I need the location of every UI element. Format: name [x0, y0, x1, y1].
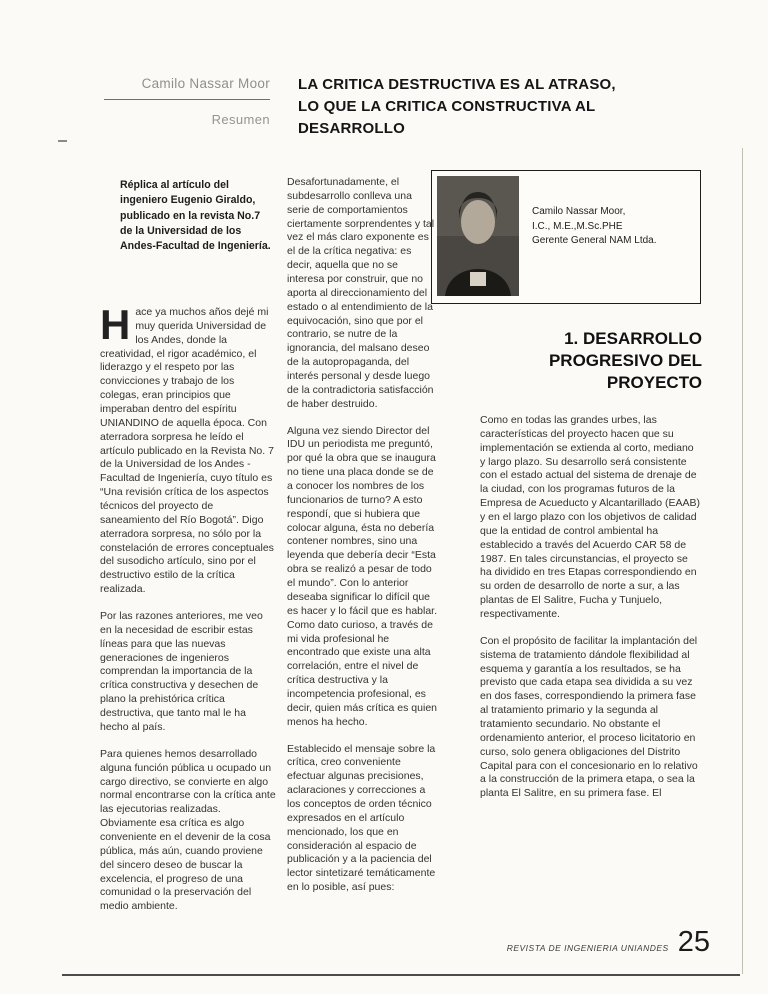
paragraph-text: ace ya muchos años dejé mi muy querida Universidad de los Andes, donde la creatividad, el rigor académico, el liderazgo y el respeto por las convicciones y trabajo de los colegas, eran principios que imperaban dentro del espíritu UNIANDINO de aquella época. Con aterradora sorpresa he leído el artículo publicado en la Revista No. 7 de la Universidad de los Andes - Facultad de Ingeniería, cuyo título es “Una revisión crítica de los aspectos técnicos del proyecto de saneamiento del Río Bogotá”. Digo aterradora sorpresa, no sólo por la constelación de errores conceptuales del susodicho artículo, sino por el destructivo estilo de la crítica realizada.: [100, 306, 274, 596]
article-title: LA CRITICA DESTRUCTIVA ES AL ATRASO, LO QUE LA CRITICA CONSTRUCTIVA AL DESARROLLO: [298, 76, 616, 137]
left-column: [100, 301, 276, 927]
section-label-resumen: Resumen: [211, 112, 270, 127]
scan-artifact-right-edge: [742, 148, 743, 974]
dropcap-letter: H: [100, 301, 131, 348]
paragraph: Desafortunadamente, el subdesarrollo conlleva una serie de comportamientos ciertamente sorprendentes y tal vez el más claro exponente es el de la crítica negativa: es decir, aquella que no se interesa por construir, que no aporta al direccionamiento del estado o al entendimiento de la equivocación, sino que por el contrario, se nutre de la ignorancia, del malsano deseo de la autopropaganda, del interés personal y desde luego de la contradictoria satisfacción de haber destruido.: [287, 176, 435, 410]
scan-artifact-bottom-edge: [62, 974, 740, 976]
author-name: Camilo Nassar Moor: [141, 76, 270, 91]
paragraph: Con el propósito de facilitar la implantación del sistema de tratamiento dándole flexibilidad al esquema y garantía a los resultados, se ha previsto que cada etapa sea dividida a su vez en dos fases, correspondiendo la primera fase al tratamiento primario y la segunda al tratamiento secundario. No obstante el ordenamiento anterior, el proceso licitatorio en curso, solo genera obligaciones del Distrito Capital para con el concesionario en lo relativo a la construcción de la primera etapa, o sea la planta El Salitre, en su primera fase. El: [480, 634, 698, 800]
photo-caption-line: Camilo Nassar Moor,: [532, 206, 626, 217]
photo-caption: [532, 205, 692, 249]
section-heading: 1. DESARROLLO PROGRESIVO DEL PROYECTO: [548, 329, 702, 393]
paragraph: Establecido el mensaje sobre la crítica, creo conveniente efectuar algunas precisiones, aclaraciones y correcciones a los conceptos de orden técnico expresados en el artículo mencionado, los que en consideración al espacio de publicación y a la paciencia del lector sintetizaré temáticamente en lo posible, así pues:: [287, 742, 436, 894]
author-block: [104, 76, 270, 127]
paragraph: [100, 301, 276, 597]
paragraph: Para quienes hemos desarrollado alguna función pública u ocupado un cargo directivo, se convierte en algo normal encontrarse con la crítica ante las ejecutorias realizadas. Obviamente esa crítica es algo conveniente en el devenir de la cosa pública, más aún, cuando proviene del sincero deseo de buscar la excelencia, el progreso de una comunidad o la preservación del medio ambiente.: [100, 747, 276, 913]
middle-column: [287, 176, 437, 908]
photo-caption-line: I.C., M.E.,M.Sc.PHE: [532, 220, 623, 232]
page-footer: [507, 926, 710, 959]
author-photo-card: [431, 170, 701, 304]
portrait-photo: [437, 176, 519, 296]
scan-artifact-dash: [58, 140, 67, 142]
paragraph: Alguna vez siendo Director del IDU un periodista me preguntó, por qué la obra que se inaugura no tiene una placa donde se de a conocer los nombres de los funcionarios de turno? A esto respondí, que si hubiera que colocar alguna, ésta no debería contener nombres, sino una leyenda que debería decir “Esta obra se realizó a pesar de todo el mundo”. Con lo anterior deseaba significar lo difícil que es hacer y lo fácil que es hablar. Como dato curioso, a través de mi vida profesional he encontrado que existe una alta correlación, entre el nivel de crítica destructiva y la incompetencia profesional, es decir, quien más crítica es quien menos ha hecho.: [287, 424, 438, 728]
right-column: [480, 414, 701, 814]
journal-name: REVISTA DE INGENIERIA UNIANDES: [506, 943, 669, 953]
paragraph: Como en todas las grandes urbes, las características del proyecto hacen que su implementación se extienda al corto, mediano y largo plazo. Su desarrollo será consistente con el estado actual del sistema de drenaje de la ciudad, con los programas futuros de la Empresa de Acueducto y Alcantarillado (EAAB) y en el largo plazo con los objetivos de calidad que la entidad de control ambiental ha establecido a través del Acuerdo CAR 58 de 1987. En tales circunstancias, el proyecto se ha dividido en tres Etapas correspondiendo en su orden de desarrollo de norte a sur, a las plantas de El Salitre, Fucha y Tunjuelo, respectivamente.: [480, 414, 701, 621]
photo-caption-line: Gerente General NAM Ltda.: [532, 235, 657, 246]
author-divider: [104, 99, 270, 100]
lead-paragraph: Réplica al artículo del ingeniero Eugenio Giraldo, publicado en la revista No.7 de la Universidad de los Andes-Facultad de Ingeniería.: [120, 179, 271, 253]
paragraph: Por las razones anteriores, me veo en la necesidad de escribir estas líneas para que las nuevas generaciones de ingenieros comprendan la importancia de la crítica constructiva y desechen de plano la prehistórica crítica destructiva, que tanto mal le ha hecho al país.: [100, 610, 263, 733]
page-number: 25: [677, 926, 710, 958]
